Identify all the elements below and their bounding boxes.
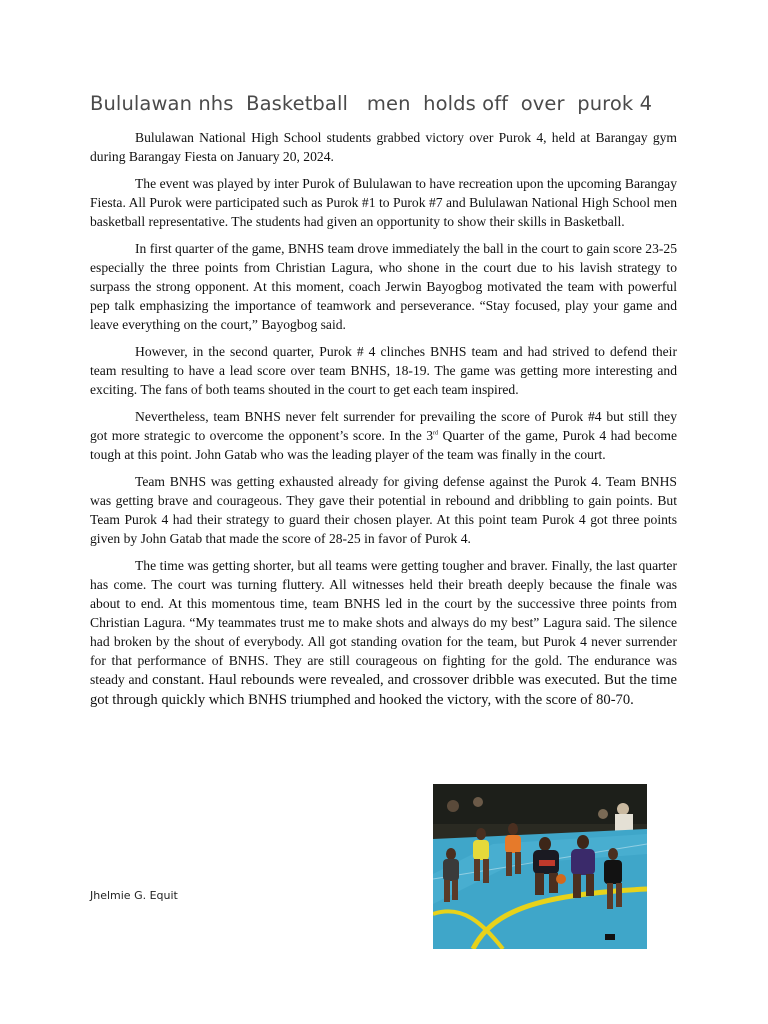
author-name: Jhelmie G. Equit [90,889,178,902]
article-body [90,128,677,718]
paragraph-7 [90,556,677,710]
paragraph-1: Bululawan National High School students grabbed victory over Purok 4, held at Barangay gym during Barangay Fiesta on January 20, 2024. [90,130,677,164]
paragraph-7-text-b: constant. Haul rebounds were revealed, and crossover dribble was executed. But the time got through quickly which BNHS triumphed and hooked the victory, with the score of 80-70. [90,672,677,708]
paragraph-7-text-a: The time was getting shorter, but all teams were getting tougher and braver. Finally, the last quarter has come. The court was turning fluttery. All witnesses held their breath deeply because the finale was about to end. At this momentous time, team BNHS led in the court by the successive three points from Christian Lagura. “My teammates trust me to make shots and always do my best” Lagura said. The silence had broken by the shout of everybody. All got standing ovation for the team, but Purok 4 never surrender for that performance of BNHS. They are still courageous on fighting for the gold. The endurance was steady and [90,558,677,687]
paragraph-3: In first quarter of the game, BNHS team drove immediately the ball in the court to gain score 23-25 especially the three points from Christian Lagura, who shone in the court due to his lavish strategy to surpass the strong opponent. At this moment, coach Jerwin Bayogbog motivated the team with powerful pep talk emphasizing the importance of teamwork and perseverance. “Stay focused, play your game and leave everything on the court,” Bayogbog said. [90,241,677,332]
paragraph-6: Team BNHS was getting exhausted already for giving defense against the Purok 4. Team BNHS was getting brave and courageous. They gave their potential in rebound and dribbling to gain points. But Team Purok 4 had their strategy to guard their chosen player. At this point team Purok 4 got three points given by John Gatab that made the score of 28-25 in favor of Purok 4. [90,474,677,546]
ordinal-superscript: rd [433,430,439,437]
paragraph-5 [90,407,677,464]
paragraph-5-text-b: Quarter of the game, Purok 4 had become tough at this point. John Gatab who was the leading player of the team was finally in the court. [90,428,677,462]
basketball-photo-icon [433,784,647,949]
basketball-photo [433,784,647,949]
paragraph-4: However, in the second quarter, Purok # 4 clinches BNHS team and had strived to defend their team resulting to have a lead score over team BNHS, 18-19. The game was getting more interesting and exciting. The fans of both teams shouted in the court to get each team inspired. [90,344,677,397]
paragraph-5-text-a: Nevertheless, team BNHS never felt surrender for prevailing the score of Purok #4 but still they got more strategic to overcome the opponent’s score. In the 3 [90,409,677,443]
article-title: Bululawan nhs Basketball men holds off over purok 4 [90,92,653,115]
paragraph-2: The event was played by inter Purok of Bululawan to have recreation upon the upcoming Barangay Fiesta. All Purok were participated such as Purok #1 to Purok #7 and Bululawan National High School men basketball representative. The students had given an opportunity to show their skills in Basketball. [90,176,677,229]
